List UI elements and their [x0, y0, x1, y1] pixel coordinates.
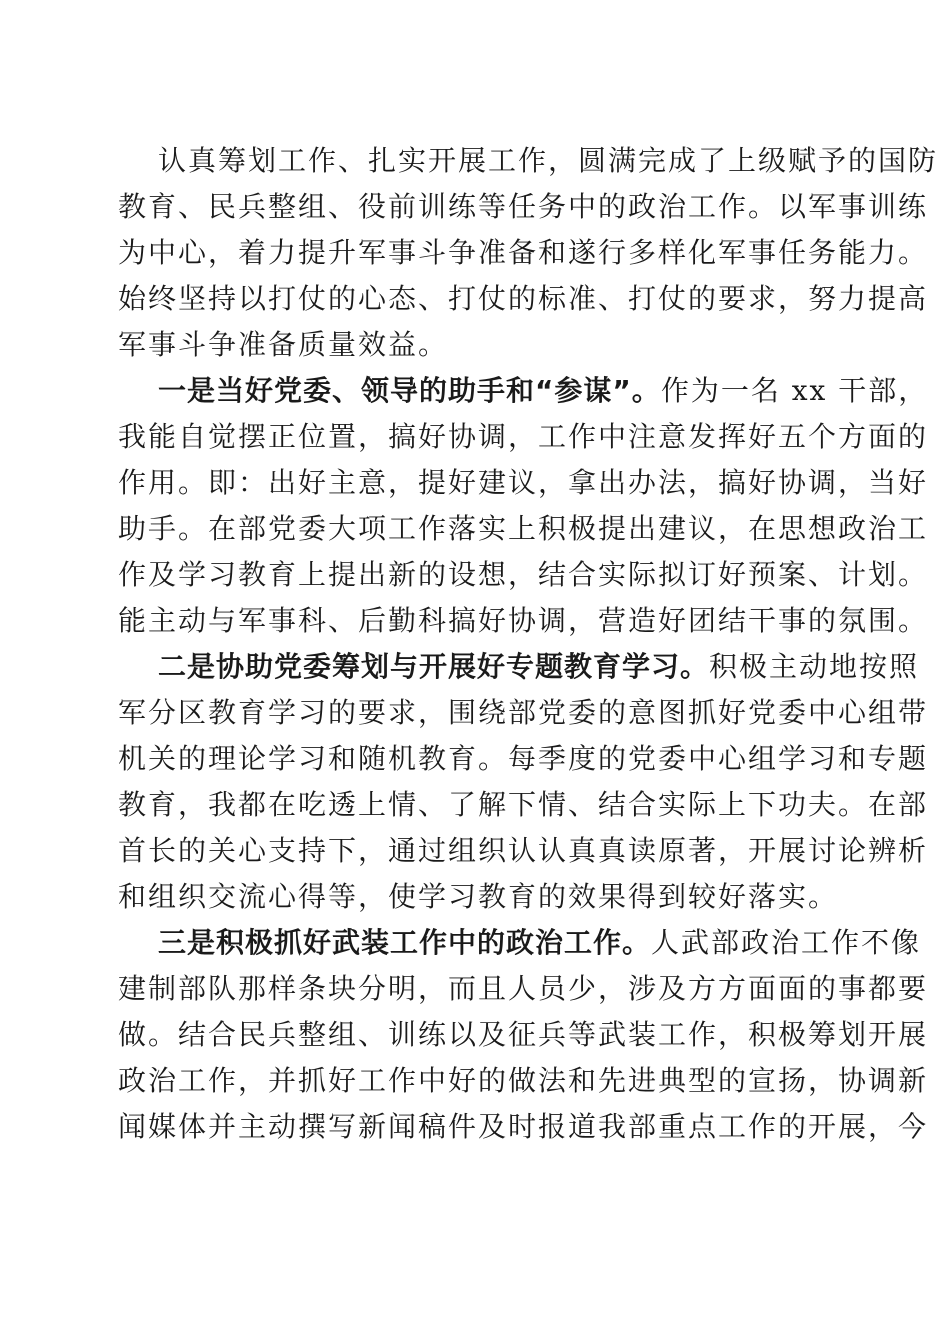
paragraph-4-line-3: 做。结合民兵整组、训练以及征兵等武装工作，积极筹划开展 — [118, 1018, 929, 1051]
paragraph-3-line-1-rest: 积极主动地按照 — [709, 650, 920, 683]
paragraph-2-line-1 — [118, 368, 929, 414]
paragraph-1-line-2: 教育、民兵整组、役前训练等任务中的政治工作。以军事训练 — [118, 190, 929, 223]
paragraph-3-line-4: 教育，我都在吃透上情、了解下情、结合实际上下功夫。在部 — [118, 788, 929, 821]
paragraph-3-line-3: 机关的理论学习和随机教育。每季度的党委中心组学习和专题 — [118, 742, 929, 775]
paragraph-2-line-4: 助手。在部党委大项工作落实上积极提出建议，在思想政治工 — [118, 512, 929, 545]
paragraph-2-line-2: 我能自觉摆正位置，搞好协调，工作中注意发挥好五个方面的 — [118, 420, 929, 453]
paragraph-4-lead: 三是积极抓好武装工作中的政治工作。 — [158, 926, 652, 959]
paragraph-4-line-5: 闻媒体并主动撰写新闻稿件及时报道我部重点工作的开展，今 — [118, 1110, 929, 1143]
paragraph-3-line-5: 首长的关心支持下，通过组织认认真真读原著，开展讨论辨析 — [118, 834, 929, 867]
paragraph-2-line-5: 作及学习教育上提出新的设想，结合实际拟订好预案、计划。 — [118, 558, 929, 591]
paragraph-4-line-1 — [118, 920, 922, 966]
paragraph-3-lead: 二是协助党委筹划与开展好专题教育学习。 — [158, 650, 710, 683]
paragraph-3-line-6: 和组织交流心得等，使学习教育的效果得到较好落实。 — [118, 880, 839, 913]
document-body — [118, 138, 939, 1150]
paragraph-2-line-6: 能主动与军事科、后勤科搞好协调，营造好团结干事的氛围。 — [118, 604, 929, 637]
paragraph-1-line-5: 军事斗争准备质量效益。 — [118, 328, 449, 361]
paragraph-4-line-4: 政治工作，并抓好工作中好的做法和先进典型的宣扬，协调新 — [118, 1064, 929, 1097]
paragraph-3-line-2: 军分区教育学习的要求，围绕部党委的意图抓好党委中心组带 — [118, 696, 929, 729]
paragraph-1-line-1: 认真筹划工作、扎实开展工作，圆满完成了上级赋予的国防 — [158, 144, 939, 177]
paragraph-4-line-1-rest: 人武部政治工作不像 — [651, 926, 922, 959]
paragraph-2-line-1-rest: 作为一名 xx 干部， — [660, 374, 929, 407]
paragraph-3-line-1 — [118, 644, 920, 690]
paragraph-4-line-2: 建制部队那样条块分明，而且人员少，涉及方方面面的事都要 — [118, 972, 929, 1005]
paragraph-1-line-4: 始终坚持以打仗的心态、打仗的标准、打仗的要求，努力提高 — [118, 282, 929, 315]
paragraph-2-lead: 一是当好党委、领导的助手和“参谋”。 — [158, 374, 661, 407]
paragraph-1-line-3: 为中心，着力提升军事斗争准备和遂行多样化军事任务能力。 — [118, 236, 929, 269]
paragraph-2-line-3: 作用。即：出好主意，提好建议，拿出办法，搞好协调，当好 — [118, 466, 929, 499]
